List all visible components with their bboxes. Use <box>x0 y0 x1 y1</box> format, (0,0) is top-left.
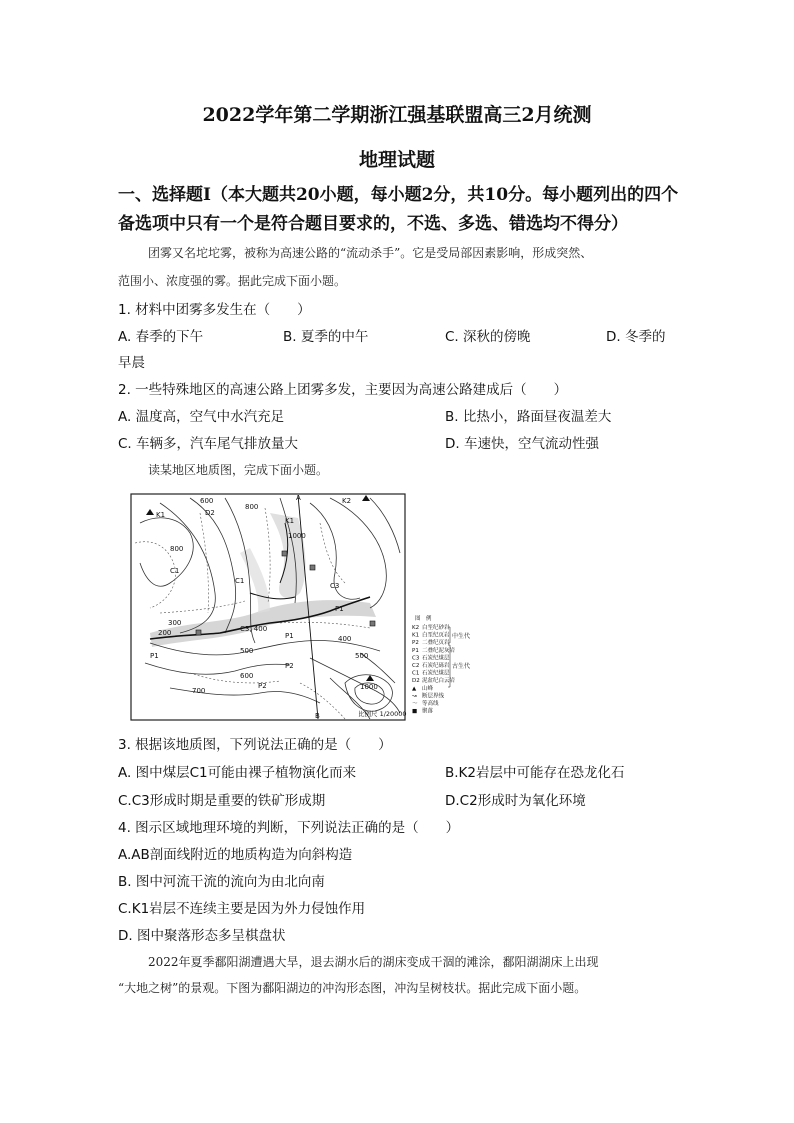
svg-text:800: 800 <box>245 503 259 511</box>
svg-text:1000: 1000 <box>360 683 378 691</box>
material-paragraph: 范围小、浓度强的雾。据此完成下面小题。 <box>118 274 347 288</box>
material-paragraph: 读某地区地质图，完成下面小题。 <box>148 463 329 477</box>
svg-text:A: A <box>296 494 301 502</box>
legend-label: 山峰 <box>422 685 434 692</box>
svg-text:C1: C1 <box>170 567 180 575</box>
legend-code: ■ <box>412 708 418 715</box>
svg-text:400: 400 <box>338 635 352 643</box>
svg-text:500: 500 <box>355 652 369 660</box>
legend-label: 石炭纪煤层 <box>422 655 450 662</box>
geological-map <box>130 493 470 723</box>
question-stem: 1. 材料中团雾多发生在（ ） <box>118 302 311 318</box>
svg-text:B: B <box>315 712 320 720</box>
option-d: D. 图中聚落形态多呈棋盘状 <box>118 928 286 944</box>
svg-text:500: 500 <box>240 647 254 655</box>
question-stem: 2. 一些特殊地区的高速公路上团雾多发，主要因为高速公路建成后（ ） <box>118 382 568 398</box>
svg-text:K1: K1 <box>285 517 295 525</box>
page-title: 2022学年第二学期浙江强基联盟高三2月统测 <box>202 104 592 126</box>
legend-code: ↝ <box>412 693 417 700</box>
svg-text:P1: P1 <box>150 652 159 660</box>
svg-text:C3: C3 <box>330 582 340 590</box>
legend-code: P1 <box>412 647 419 654</box>
svg-text:200: 200 <box>158 629 172 637</box>
legend-code: C1 <box>412 670 420 677</box>
option-a: A. 图中煤层C1可能由裸子植物演化而来 <box>118 765 357 781</box>
legend-code: D2 <box>412 678 420 685</box>
legend-label: 石炭纪煤层 <box>422 670 450 677</box>
legend-code: ～ <box>412 701 418 707</box>
legend-title: 图 例 <box>415 616 432 622</box>
svg-text:P2: P2 <box>285 662 294 670</box>
svg-text:800: 800 <box>170 545 184 553</box>
option-d: D. 冬季的 <box>606 329 666 345</box>
option-a: A. 温度高，空气中水汽充足 <box>118 409 285 425</box>
legend-label: 二叠纪泥灰岩 <box>422 647 456 654</box>
svg-text:P1: P1 <box>335 605 344 613</box>
svg-text:300: 300 <box>168 619 182 627</box>
legend-label: 石炭纪砾岩 <box>422 663 450 669</box>
legend-label: 二叠纪页岩 <box>422 640 450 647</box>
legend-code: P2 <box>412 640 419 647</box>
legend-code: ▲ <box>412 685 417 692</box>
legend-label: 白垩纪砂岩 <box>422 625 450 631</box>
svg-text:600: 600 <box>240 672 254 680</box>
option-b: B. 夏季的中午 <box>283 329 369 345</box>
svg-text:K1: K1 <box>156 511 166 519</box>
legend-label: 聚落 <box>422 708 434 715</box>
material-paragraph: 2022年夏季鄱阳湖遭遇大旱，退去湖水后的湖床变成干涸的滩涂，鄱阳湖湖床上出现 <box>148 955 599 969</box>
legend-code: C2 <box>412 663 420 669</box>
legend-label: 泥盆纪白云岩 <box>422 678 456 685</box>
svg-text:K2: K2 <box>342 497 352 505</box>
svg-text:D2: D2 <box>205 509 215 517</box>
svg-text:C1: C1 <box>235 577 245 585</box>
section-heading-line1: 一、选择题Ⅰ（本大题共20小题，每小题2分，共10分。每小题列出的四个 <box>118 185 679 205</box>
option-d-continued: 早晨 <box>118 355 145 371</box>
legend-code: C3 <box>412 655 420 662</box>
map-scale: 比例尺 1/20000 <box>358 710 407 718</box>
legend-code: K1 <box>412 632 420 639</box>
option-b: B.K2岩层中可能存在恐龙化石 <box>445 765 625 781</box>
svg-text:700: 700 <box>192 687 206 695</box>
era-mesozoic: 中生代 <box>452 633 470 640</box>
svg-text:1000: 1000 <box>288 532 306 540</box>
legend-label: 等高线 <box>422 701 439 707</box>
option-c: C. 车辆多，汽车尾气排放量大 <box>118 436 299 452</box>
svg-text:600: 600 <box>200 497 214 505</box>
material-paragraph: “大地之树”的景观。下图为鄱阳湖边的冲沟形态图，冲沟呈树枝状。据此完成下面小题。 <box>118 981 587 995</box>
legend-label: 白垩纪页岩 <box>422 632 450 639</box>
option-c: C.C3形成时期是重要的铁矿形成期 <box>118 793 326 809</box>
legend-code: K2 <box>412 625 420 631</box>
material-paragraph: 团雾又名坨坨雾，被称为高速公路的“流动杀手”。它是受局部因素影响，形成突然、 <box>148 246 593 260</box>
option-d: D. 车速快，空气流动性强 <box>445 436 599 452</box>
option-b: B. 比热小，路面昼夜温差大 <box>445 409 612 425</box>
option-c: C.K1岩层不连续主要是因为外力侵蚀作用 <box>118 901 366 917</box>
era-paleozoic: 古生代 <box>452 663 470 670</box>
option-d: D.C2形成时为氧化环境 <box>445 793 586 809</box>
legend-label: 断层界线 <box>422 693 445 700</box>
svg-text:P1: P1 <box>285 632 294 640</box>
option-a: A.AB剖面线附近的地质构造为向斜构造 <box>118 847 353 863</box>
question-stem: 4. 图示区域地理环境的判断，下列说法正确的是（ ） <box>118 820 460 836</box>
section-heading-line2: 备选项中只有一个是符合题目要求的，不选、多选、错选均不得分） <box>118 214 628 234</box>
question-stem: 3. 根据该地质图，下列说法正确的是（ ） <box>118 737 392 753</box>
option-a: A. 春季的下午 <box>118 329 204 345</box>
option-c: C. 深秋的傍晚 <box>445 329 531 345</box>
svg-text:C3, 400: C3, 400 <box>240 625 268 633</box>
svg-text:P2: P2 <box>258 682 267 690</box>
page-subtitle: 地理试题 <box>358 149 435 171</box>
option-b: B. 图中河流干流的流向为由北向南 <box>118 874 325 890</box>
